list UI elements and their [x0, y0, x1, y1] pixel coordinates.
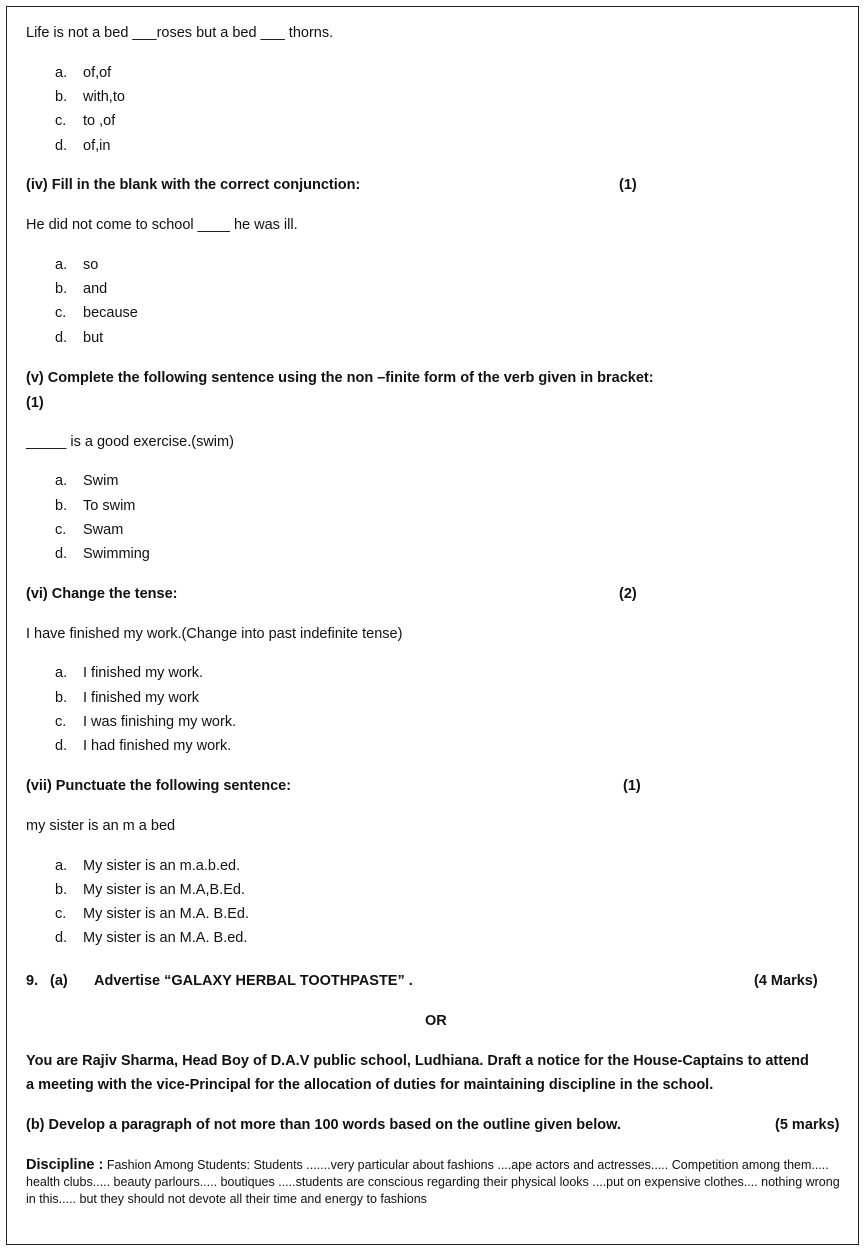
q7-option-b-letter: b. [55, 882, 68, 898]
q5-option-b-letter: b. [55, 498, 68, 514]
q6-heading: (vi) Change the tense: [26, 586, 178, 602]
q9-notice-line-2: a meeting with the vice-Principal for the allocation of duties for maintaining discipline in the school. [26, 1077, 714, 1093]
q3-option-c: to ,of [83, 113, 116, 129]
q6-option-b: I finished my work [83, 690, 200, 706]
q5-option-b: To swim [83, 498, 136, 514]
q4-option-a-letter: a. [55, 257, 68, 273]
q6-option-b-letter: b. [55, 690, 68, 706]
q7-option-c-letter: c. [55, 906, 67, 922]
q9-outline-paragraph [26, 1157, 842, 1208]
q5-stem: _____ is a good exercise.(swim) [26, 434, 234, 450]
q4-option-d: but [83, 330, 104, 346]
q3-stem: Life is not a bed ___roses but a bed ___ thorns. [26, 25, 334, 41]
q9-number: 9. [26, 973, 39, 989]
q4-marks: (1) [619, 177, 637, 193]
q6-option-d: I had finished my work. [83, 738, 232, 754]
q4-option-b: and [83, 281, 108, 297]
q3-option-a-letter: a. [55, 65, 68, 81]
q4-heading: (iv) Fill in the blank with the correct conjunction: [26, 177, 361, 193]
q7-option-d-letter: d. [55, 930, 68, 946]
q5-option-a-letter: a. [55, 473, 68, 489]
q7-stem: my sister is an m a bed [26, 818, 176, 834]
q5-option-d-letter: d. [55, 546, 68, 562]
q7-option-c: My sister is an M.A. B.Ed. [83, 906, 249, 922]
q3-option-b-letter: b. [55, 89, 68, 105]
q6-option-a: I finished my work. [83, 665, 204, 681]
q5-marks: (1) [26, 395, 44, 411]
q4-option-c-letter: c. [55, 305, 67, 321]
q9-notice-line-1: You are Rajiv Sharma, Head Boy of D.A.V public school, Ludhiana. Draft a notice for the House-Captains to attend [26, 1053, 809, 1069]
q5-option-d: Swimming [83, 546, 150, 562]
q6-option-c: I was finishing my work. [83, 714, 237, 730]
q7-heading: (vii) Punctuate the following sentence: [26, 778, 292, 794]
q3-option-a: of,of [83, 65, 112, 81]
q7-option-d: My sister is an M.A. B.ed. [83, 930, 248, 946]
q4-option-a: so [83, 257, 99, 273]
q5-option-a: Swim [83, 473, 119, 489]
q7-option-a-letter: a. [55, 858, 68, 874]
q4-option-b-letter: b. [55, 281, 68, 297]
q9-outline-label: Discipline : [26, 1157, 104, 1173]
q7-option-b: My sister is an M.A,B.Ed. [83, 882, 245, 898]
q4-option-c: because [83, 305, 138, 321]
q9-part-a-label: (a) [50, 973, 68, 989]
q9-marks-b: (5 marks) [775, 1117, 840, 1133]
q4-option-d-letter: d. [55, 330, 68, 346]
q7-marks: (1) [623, 778, 641, 794]
q6-option-c-letter: c. [55, 714, 67, 730]
q9-part-b-heading: (b) Develop a paragraph of not more than 100 words based on the outline given below. [26, 1117, 621, 1133]
q5-option-c-letter: c. [55, 522, 67, 538]
q6-option-d-letter: d. [55, 738, 68, 754]
q9-marks-a: (4 Marks) [754, 973, 818, 989]
q5-heading: (v) Complete the following sentence using the non –finite form of the verb given in bracket: [26, 370, 654, 386]
q6-marks: (2) [619, 586, 637, 602]
q3-option-d-letter: d. [55, 138, 68, 154]
q9-outline-text: Fashion Among Students: Students .......very particular about fashions ....ape actors and actresses..... Competition among them..... health clubs..... beauty parlours..... boutiques .....students are conscious regarding their physical looks ....put on expensive clothes.... nothing wrong in this..... but they should not devote all their time and energy to fashions [26, 1158, 840, 1206]
q5-option-c: Swam [83, 522, 124, 538]
q4-stem: He did not come to school ____ he was ill. [26, 217, 298, 233]
q9-or-divider: OR [425, 1013, 447, 1029]
q3-option-b: with,to [83, 89, 125, 105]
q3-option-d: of,in [83, 138, 111, 154]
q9-advertise-task: Advertise “GALAXY HERBAL TOOTHPASTE” . [94, 973, 413, 989]
q6-option-a-letter: a. [55, 665, 68, 681]
q6-stem: I have finished my work.(Change into past indefinite tense) [26, 626, 403, 642]
q3-option-c-letter: c. [55, 113, 67, 129]
q7-option-a: My sister is an m.a.b.ed. [83, 858, 241, 874]
